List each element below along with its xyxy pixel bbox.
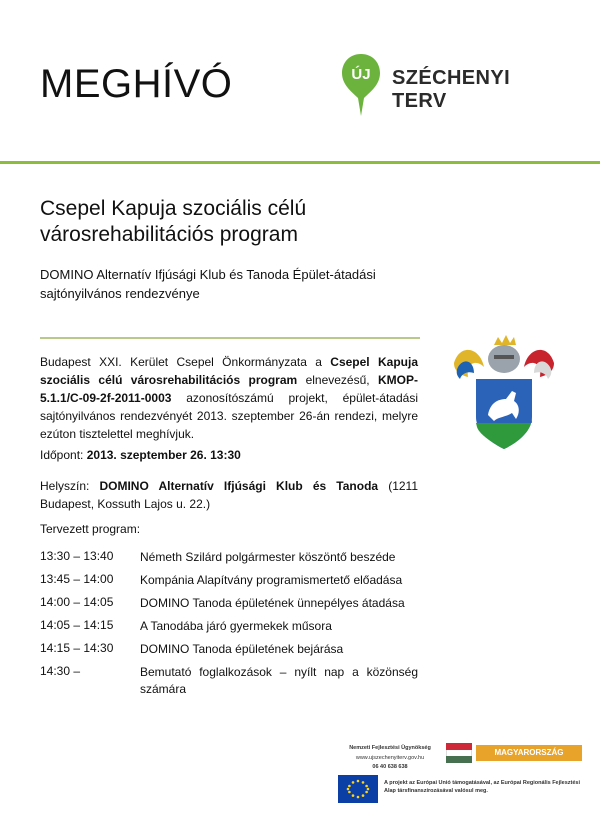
schedule-description: DOMINO Tanoda épületének bejárása [140,642,344,656]
time-value: 2013. szeptember 26. 13:30 [86,448,241,462]
logo-badge: ÚJ [351,66,371,83]
agency-name: Nemzeti Fejlesztési Ügynökség [349,745,431,751]
event-subheading: DOMINO Alternatív Ifjúsági Klub és Tanoda Épület-átadási sajtónyilvános rendezvénye [40,267,376,301]
schedule-description: DOMINO Tanoda épületének ünnepélyes átadása [140,596,405,610]
csepel-coat-of-arms-icon [450,333,558,453]
schedule-row [40,641,418,658]
project-id: KMOP-5.1.1/C-09-2f-2011-0003 [40,373,418,405]
section-divider [40,337,420,339]
agency-phone: 06 40 638 638 [372,764,408,770]
szechenyi-terv-logo [336,52,562,118]
page-title: MEGHÍVÓ [40,62,233,106]
place-address: (1211 Budapest, Kossuth Lajos u. 22.) [40,479,418,511]
logo-text: SZÉCHENYI TERV [392,67,511,112]
schedule-time: 14:15 – 14:30 [40,641,114,655]
hungarian-flag-icon [446,743,472,763]
agency-url: www.ujszechenyiterv.gov.hu [355,755,425,761]
schedule-description: Bemutató foglalkozások – nyílt nap a közönség számára [140,665,418,696]
event-time [40,448,241,462]
intro-text: azonosítószámú projekt, épület-átadási sajtónyilvános rendezvényét 2013. szeptember 26-án rendezi, melyre ezúton tisztelettel meghívjuk. [40,391,418,441]
program-label: Tervezett program: [40,522,141,536]
schedule-list [40,549,418,698]
schedule-time: 13:30 – 13:40 [40,549,114,563]
schedule-time: 14:05 – 14:15 [40,618,114,632]
program-heading: Csepel Kapuja szociális célú városrehabilitációs program [40,197,307,246]
schedule-row [40,664,418,698]
schedule-row [40,618,418,635]
footer-logos [336,735,582,811]
schedule-description: Kompánia Alapítvány programismertető előadása [140,573,403,587]
intro-paragraph [40,353,418,443]
program-name: Csepel Kapuja szociális célú városrehabilitációs program [40,355,418,387]
schedule-row [40,572,418,589]
eu-support-note: A projekt az Európai Unió támogatásával, az Európai Regionális Fejlesztési Alap társfinanszírozásával valósul meg. [384,780,581,794]
intro-text: elnevezésű, [297,373,378,387]
schedule-time: 14:30 – [40,664,81,678]
schedule-description: A Tanodába járó gyermekek műsora [140,619,332,633]
logo-pin-icon [340,52,382,118]
place-name: DOMINO Alternatív Ifjúsági Klub és Tanoda [99,479,379,493]
schedule-row [40,549,418,566]
megujul-banner: MAGYARORSZÁG MEGÚJUL [476,745,582,761]
schedule-row [40,595,418,612]
schedule-time: 14:00 – 14:05 [40,595,114,609]
top-divider [0,161,600,164]
place-label: Helyszín: [40,479,100,493]
schedule-time: 13:45 – 14:00 [40,572,114,586]
schedule-description: Németh Szilárd polgármester köszöntő beszéde [140,550,396,564]
time-label: Időpont: [40,448,87,462]
intro-text: Budapest XXI. Kerület Csepel Önkormányzata a [40,355,331,369]
eu-flag-icon [338,775,378,803]
event-place [40,477,418,513]
